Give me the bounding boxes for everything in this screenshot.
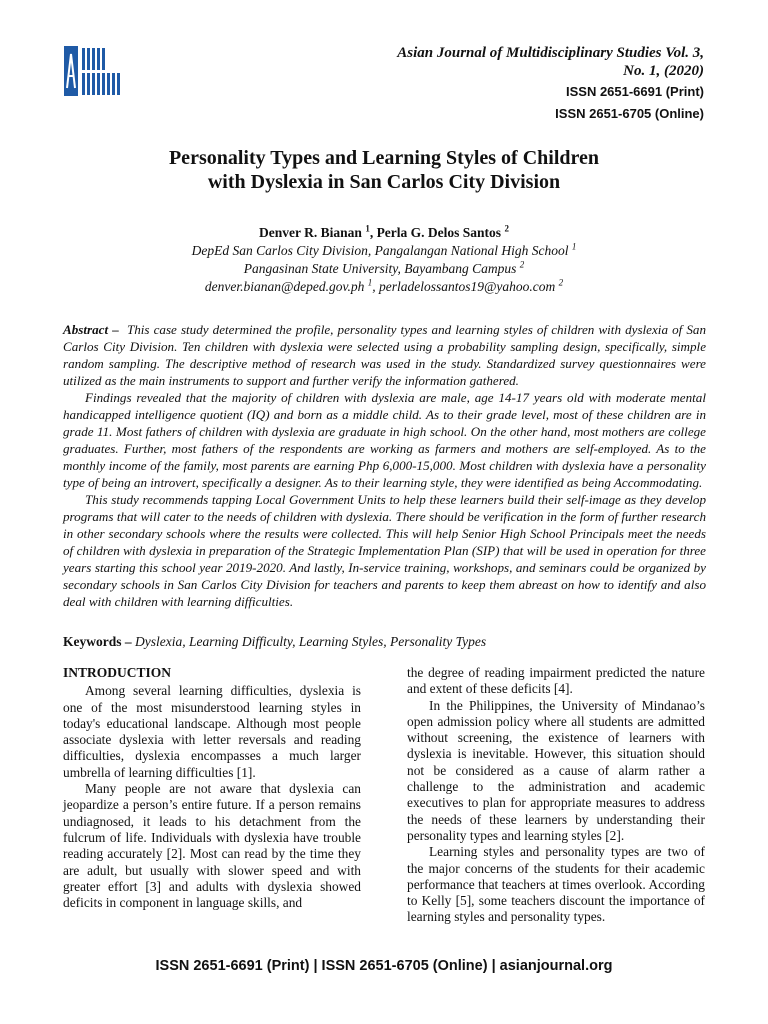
issn-online: ISSN 2651-6705 (Online) <box>555 106 704 121</box>
right-column <box>407 665 705 926</box>
affiliation-2-text: Pangasinan State University, Bayambang Campus <box>243 261 517 276</box>
author-1-sup: 1 <box>365 223 370 234</box>
affiliation-1-sup: 1 <box>571 241 577 252</box>
affiliation-1 <box>64 242 704 260</box>
email-1: denver.bianan@deped.gov.ph <box>204 279 365 294</box>
keywords-label: Keywords – <box>63 634 132 649</box>
intro-paragraph-2: Many people are not aware that dyslexia can jeopardize a person’s entire future. If a person remains undiagnosed, it leads to his detachment from the fulcrum of life. Individuals with dyslexia have trouble reading accurately [2]. Most can read by the time they are adult, but usually with slower speed and with greater effort [3] and adults with dyslexia showed deficits in component in language skills, and <box>63 781 361 911</box>
author-separator: , <box>369 225 377 240</box>
abstract-paragraph-2: Findings revealed that the majority of children with dyslexia are male, age 14-17 years old with moderate mental handicapped intelligence quotient (IQ) and born as a middle child. As to their grade level, most of these children are in grade 11. Most fathers of children with dyslexia are graduate in high school. On the other hand, most mothers are college graduates. Further, most fathers of the respondents are working as farmers and mothers are self-employed. As to the monthly income of the family, most parents are earning Php 6,000-15,000. Most children with dyslexia have a personality type of being an introvert, specifically a designer. As to their learning style, they were identified as being Accommodating. <box>63 390 706 490</box>
affiliation-1-text: DepEd San Carlos City Division, Pangalangan National High School <box>191 243 569 258</box>
abstract <box>63 321 706 610</box>
paper-title-line1: Personality Types and Learning Styles of Children <box>168 147 600 169</box>
author-1: Denver R. Bianan <box>259 225 362 240</box>
intro-paragraph-4: In the Philippines, the University of Mindanao’s open admission policy where all students are admitted without screening, the existence of learners with dyslexia is inevitable. However, this situation should not be considered as a cause of alarm rather a challenge to the administration and academic executives to plan for appropriate measures to address the needs of these learners by understanding their personality types and learning styles [2]. <box>407 697 705 843</box>
intro-paragraph-3: the degree of reading impairment predicted the nature and extent of these deficits [4]. <box>407 665 705 697</box>
keywords-value: Dyslexia, Learning Difficulty, Learning Styles, Personality Types <box>135 634 487 649</box>
email-1-sup: 1 <box>367 277 373 288</box>
journal-info <box>324 44 704 122</box>
abstract-paragraph-1 <box>63 321 706 389</box>
intro-paragraph-5: Learning styles and personality types are two of the major concerns of the students for their academic performance that teachers at times overlook. According to Kelly [5], some teachers discount the importance of learning styles and personality types. <box>407 844 705 925</box>
affiliation-2-sup: 2 <box>519 259 525 270</box>
paper-title-line2: with Dyslexia in San Carlos City Division <box>207 171 561 193</box>
abstract-label: Abstract – <box>63 322 119 337</box>
journal-logo-icon <box>64 46 124 96</box>
abstract-paragraph-3: This study recommends tapping Local Government Units to help these learners build their self-image as they develop programs that will cater to the needs of children with dyslexia. There should be verification in the form of further research in other secondary schools where the results were collected. This will help Senior High School Principals meet the needs of children with dyslexia in preparation of the Strategic Implementation Plan (SIP) that will be used in operation for three years starting this school year 2019-2020. And lastly, In-service training, workshops, and seminars could be organized by secondary schools in San Carlos City Division for teachers and parents to keep them abreast on how to identify and also deal with children with learning difficulties. <box>63 492 706 609</box>
left-column <box>63 665 361 911</box>
author-emails <box>64 278 704 296</box>
journal-title-line2: No. 1, (2020) <box>623 63 704 79</box>
intro-paragraph-1: Among several learning difficulties, dyslexia is one of the most misunderstood learning styles in today's educational landscape. Although most people associate dyslexia with letter reversals and reading difficulties, dyslexia encompasses a much larger umbrella of learning difficulties [1]. <box>63 683 361 780</box>
affiliation-2 <box>64 260 704 278</box>
author-2-sup: 2 <box>504 223 509 234</box>
introduction-heading: INTRODUCTION <box>63 665 172 680</box>
page-footer: ISSN 2651-6691 (Print) | ISSN 2651-6705 (Online) | asianjournal.org <box>155 958 613 974</box>
author-block <box>64 224 704 296</box>
keywords <box>63 633 706 650</box>
email-separator: , <box>372 279 379 294</box>
journal-logo <box>64 46 124 101</box>
email-2: perladelossantos19@yahoo.com <box>378 279 556 294</box>
author-names <box>64 224 704 242</box>
author-2: Perla G. Delos Santos <box>376 225 502 240</box>
email-2-sup: 2 <box>558 277 564 288</box>
issn-print: ISSN 2651-6691 (Print) <box>565 84 704 99</box>
abstract-p1-text: This case study determined the profile, personality types and learning styles of children with dyslexia of San Carlos City Division. Ten children with dyslexia were selected using a probability sampling design, specifically, simple random sampling. The descriptive method of research was used in the study. Standardized survey questionnaires were utilized as the main instruments to support and further verify the information gathered. <box>63 322 706 388</box>
paper-title <box>64 146 704 194</box>
journal-title-line1: Asian Journal of Multidisciplinary Studies Vol. 3, <box>397 45 704 61</box>
